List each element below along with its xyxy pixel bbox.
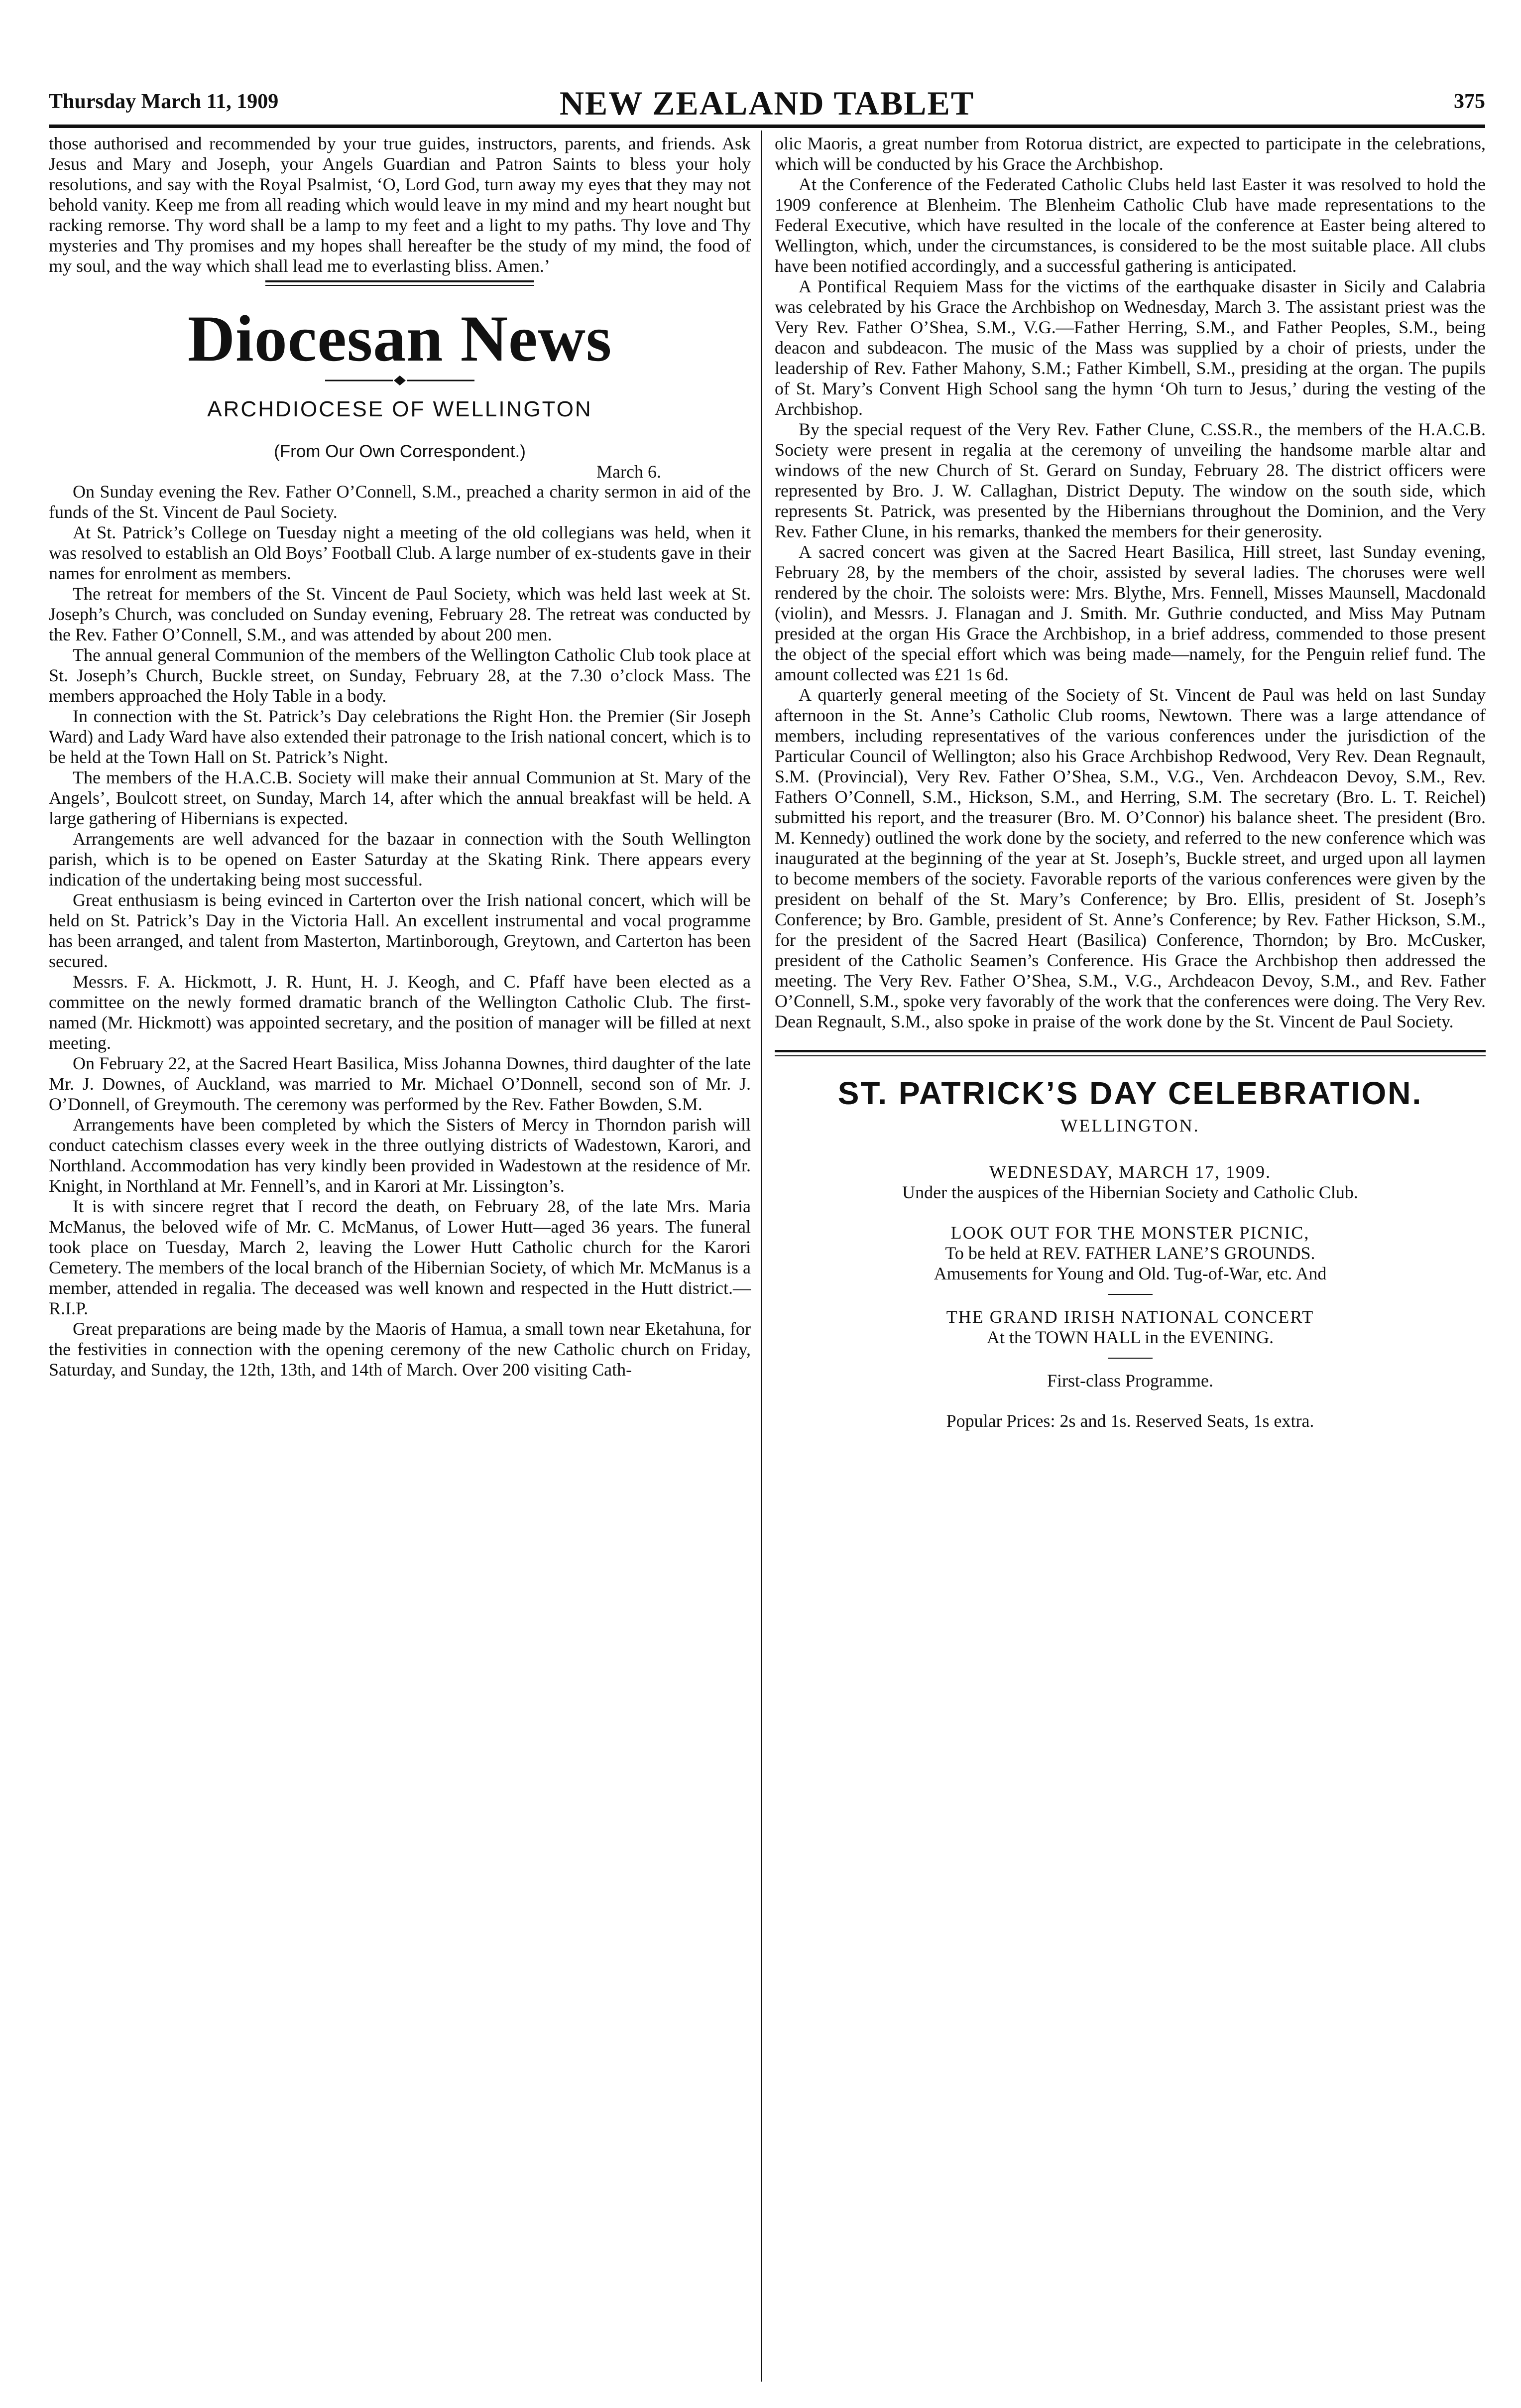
news-paragraph: Great enthusiasm is being evinced in Carterton over the Irish national concert, which will be held on St. Patrick’s Day in the Victoria Hall. An excellent instrumental and vocal programme has been arranged, and talent from Masterton, Martinborough, Greytown, and Carterton has been secured.: [49, 890, 751, 971]
advert-picnic-location: To be held at REV. FATHER LANE’S GROUNDS.: [945, 1243, 1315, 1263]
right-column: [775, 133, 1486, 1431]
intro-paragraph: those authorised and recommended by your true guides, instructors, parents, and friends. Ask Jesus and Mary and Joseph, your Angels Guardian and Patron Saints to bless your holy resolutions, and say with the Royal Psalmist, ‘O, Lord God, turn away my eyes that they may not behold vanity. Keep me from all reading which would leave in my mind and my heart nought but racking remorse. Thy word shall be a lamp to my feet and a light to my paths. Thy love and Thy mysteries and Thy promises and my hopes shall hereafter be the study of my mind, the food of my soul, and the way which shall lead me to everlasting bliss. Amen.’: [49, 133, 751, 276]
section-title: Diocesan News: [187, 302, 612, 375]
news-paragraph: In connection with the St. Patrick’s Day celebrations the Right Hon. the Premier (Sir Joseph Ward) and Lady Ward have also extended their patronage to the Irish national concert, which is to be held at the Town Hall on St. Patrick’s Night.: [49, 706, 751, 767]
advert-date: WEDNESDAY, MARCH 17, 1909.: [989, 1162, 1272, 1182]
column-divider: [761, 130, 762, 2382]
advert-auspices: Under the auspices of the Hibernian Society and Catholic Club.: [902, 1182, 1358, 1202]
advert-rule: [775, 1050, 1486, 1056]
correspondent-line: (From Our Own Correspondent.): [274, 442, 526, 461]
dateline: March 6.: [596, 462, 661, 482]
advert-title: ST. PATRICK’S DAY CELEBRATION.: [837, 1075, 1423, 1111]
news-paragraph: Arrangements are well advanced for the bazaar in connection with the South Wellington parish, which is to be opened on Easter Saturday at the Skating Rink. There appears every indication of the undertaking being most successful.: [49, 829, 751, 889]
advert-picnic-amusements: Amusements for Young and Old. Tug-of-War, etc. And: [934, 1264, 1327, 1283]
page-number: 375: [1454, 90, 1485, 113]
news-paragraph: At the Conference of the Federated Catholic Clubs held last Easter it was resolved to hold the 1909 conference at Blenheim. The Blenheim Catholic Club have made representations to the Federal Executive, which have resulted in the locale of the conference at Easter being altered to Wellington, which, under the circumstances, is considered to be the most suitable place. All clubs have been notified accordingly, and a successful gathering is anticipated.: [775, 174, 1486, 276]
header-rule: [49, 125, 1485, 128]
advert-place: WELLINGTON.: [1060, 1116, 1200, 1136]
archdiocese-subhead: ARCHDIOCESE OF WELLINGTON: [207, 397, 592, 421]
news-paragraph: Arrangements have been completed by which the Sisters of Mercy in Thorndon parish will conduct catechism classes every week in the three outlying districts of Wadestown, Karori, and Northland. Accommodation has very kindly been provided in Wadestown at the residence of Mr. Knight, in Northland at Mr. Fennell’s, and in Karori at Mr. Lissington’s.: [49, 1115, 751, 1196]
masthead-title: NEW ZEALAND TABLET: [559, 84, 975, 122]
advert-short-rule: [1108, 1358, 1153, 1359]
news-paragraph: The annual general Communion of the members of the Wellington Catholic Club took place at St. Joseph’s Church, Buckle street, on Sunday, February 28, at the 7.30 o’clock Mass. The members approached the Holy Table in a body.: [49, 645, 751, 706]
news-paragraph: At St. Patrick’s College on Tuesday night a meeting of the old collegians was held, when it was resolved to establish an Old Boys’ Football Club. A large number of ex-students gave in their names for enrolment as members.: [49, 522, 751, 583]
news-paragraph: The retreat for members of the St. Vincent de Paul Society, which was held last week at St. Joseph’s Church, was concluded on Sunday evening, February 28. The retreat was conducted by the Rev. Father O’Connell, S.M., and was attended by about 200 men.: [49, 584, 751, 644]
advert-concert-location: At the TOWN HALL in the EVENING.: [986, 1327, 1274, 1347]
news-paragraph: Great preparations are being made by the Maoris of Hamua, a small town near Eketahuna, for the festivities in connection with the opening ceremony of the new Catholic church on Friday, Saturday, and Sunday, the 12th, 13th, and 14th of March. Over 200 visiting Cath-: [49, 1319, 751, 1380]
advert-prices: Popular Prices: 2s and 1s. Reserved Seats, 1s extra.: [946, 1411, 1314, 1431]
st-patricks-advert: [775, 1075, 1486, 1431]
ornament-divider: [49, 376, 751, 388]
advert-programme: First-class Programme.: [1047, 1371, 1213, 1391]
news-paragraph: It is with sincere regret that I record the death, on February 28, of the late Mrs. Maria McManus, the beloved wife of Mr. C. McManus, of Lower Hutt—aged 36 years. The funeral took place on Tuesday, March 2, leaving the Lower Hutt Catholic church for the Karori Cemetery. The members of the local branch of the Hibernian Society, of which Mr. McManus is a member, attended in regalia. The deceased was well known and respected in the Hutt district.—R.I.P.: [49, 1196, 751, 1318]
news-paragraph: A quarterly general meeting of the Society of St. Vincent de Paul was held on last Sunday afternoon in the St. Anne’s Catholic Club rooms, Newtown. There was a large attendance of members, including representatives of the various conferences under the jurisdiction of the Particular Council of Wellington; also his Grace Archbishop Redwood, Very Rev. Dean Regnault, S.M. (Provincial), Very Rev. Father O’Shea, S.M., V.G., Ven. Archdeacon Devoy, S.M., Rev. Fathers O’Connell, S.M., Hickson, S.M., and Herring, S.M. The secretary (Bro. L. T. Reichel) submitted his report, and the treasurer (Bro. M. O’Connor) his balance sheet. The president (Bro. M. Kennedy) outlined the work done by the society, and referred to the new conference which was inaugurated at the beginning of the year at St. Joseph’s, Buckle street, and urged upon all laymen to become members of the society. Favorable reports of the various conferences were given by the president on behalf of the St. Mary’s Conference; by Bro. Ellis, president of St. Joseph’s Conference; by Bro. Gamble, president of St. Anne’s Conference; by Rev. Father Hickson, S.M., for the president of the Sacred Heart (Basilica) Conference, Thorndon; by Bro. McCusker, president of the Catholic Seamen’s Conference. His Grace the Archbishop then addressed the meeting. The Very Rev. Father O’Shea, S.M., V.G., Archdeacon Devoy, S.M., and Rev. Father O’Connell, S.M., spoke very favorably of the work that the conferences were doing. The Very Rev. Dean Regnault, S.M., also spoke in praise of the work done by the St. Vincent de Paul Society.: [775, 685, 1486, 1031]
news-paragraph: Messrs. F. A. Hickmott, J. R. Hunt, H. J. Keogh, and C. Pfaff have been elected as a committee on the newly formed dramatic branch of the Wellington Catholic Club. The first-named (Mr. Hickmott) was appointed secretary, and the position of manager will be filled at next meeting.: [49, 972, 751, 1053]
header-date: Thursday March 11, 1909: [49, 90, 279, 113]
news-paragraph: On Sunday evening the Rev. Father O’Connell, S.M., preached a charity sermon in aid of the funds of the St. Vincent de Paul Society.: [49, 482, 751, 522]
diamond-ornament-icon: [325, 376, 474, 388]
section-rule: [265, 280, 534, 286]
news-paragraph: On February 22, at the Sacred Heart Basilica, Miss Johanna Downes, third daughter of the late Mr. J. Downes, of Auckland, was married to Mr. Michael O’Donnell, second son of Mr. J. O’Donnell, of Greymouth. The ceremony was performed by the Rev. Father Bowden, S.M.: [49, 1053, 751, 1114]
left-column: [49, 133, 751, 1380]
news-paragraph: A Pontifical Requiem Mass for the victims of the earthquake disaster in Sicily and Calabria was celebrated by his Grace the Archbishop on Wednesday, March 3. The assistant priest was the Very Rev. Father O’Shea, S.M., V.G.—Father Herring, S.M., and Father Peoples, S.M., being deacon and subdeacon. The music of the Mass was supplied by a choir of priests, under the leadership of Rev. Father Mahony, S.M.; Father Kimbell, S.M., presiding at the organ. The pupils of St. Mary’s Convent High School sang the hymn ‘Oh turn to Jesus,’ during the vesting of the Archbishop.: [775, 276, 1486, 419]
news-paragraph: The members of the H.A.C.B. Society will make their annual Communion at St. Mary of the Angels’, Boulcott street, on Sunday, March 14, after which the annual breakfast will be held. A large gathering of Hibernians is expected.: [49, 767, 751, 828]
advert-short-rule: [1108, 1294, 1153, 1295]
continued-paragraph: olic Maoris, a great number from Rotorua district, are expected to participate in the celebrations, which will be conducted by his Grace the Archbishop.: [775, 133, 1486, 174]
advert-concert-heading: THE GRAND IRISH NATIONAL CONCERT: [946, 1307, 1314, 1327]
advert-picnic-heading: LOOK OUT FOR THE MONSTER PICNIC,: [950, 1223, 1310, 1243]
news-paragraph: By the special request of the Very Rev. Father Clune, C.SS.R., the members of the H.A.C.B. Society were present in regalia at the ceremony of unveiling the handsome marble altar and windows of the new Church of St. Gerard on Sunday, February 28. The district officers were represented by Bro. J. W. Callaghan, District Deputy. The window on the south side, which represents St. Patrick, was presented by the Hibernians throughout the Dominion, and the Very Rev. Father Clune, in his remarks, thanked the members for their generosity.: [775, 419, 1486, 541]
news-paragraph: A sacred concert was given at the Sacred Heart Basilica, Hill street, last Sunday evening, February 28, by the members of the choir, assisted by several ladies. The choruses were well rendered by the choir. The soloists were: Mrs. Blythe, Mrs. Fennell, Misses Maunsell, Macdonald (violin), and Messrs. J. Flanagan and J. Smith. Mr. Guthrie conducted, and Miss May Putnam presided at the organ His Grace the Archbishop, in a brief address, commended to those present the object of the special effort which was being made—namely, for the Penguin relief fund. The amount collected was £21 1s 6d.: [775, 542, 1486, 684]
